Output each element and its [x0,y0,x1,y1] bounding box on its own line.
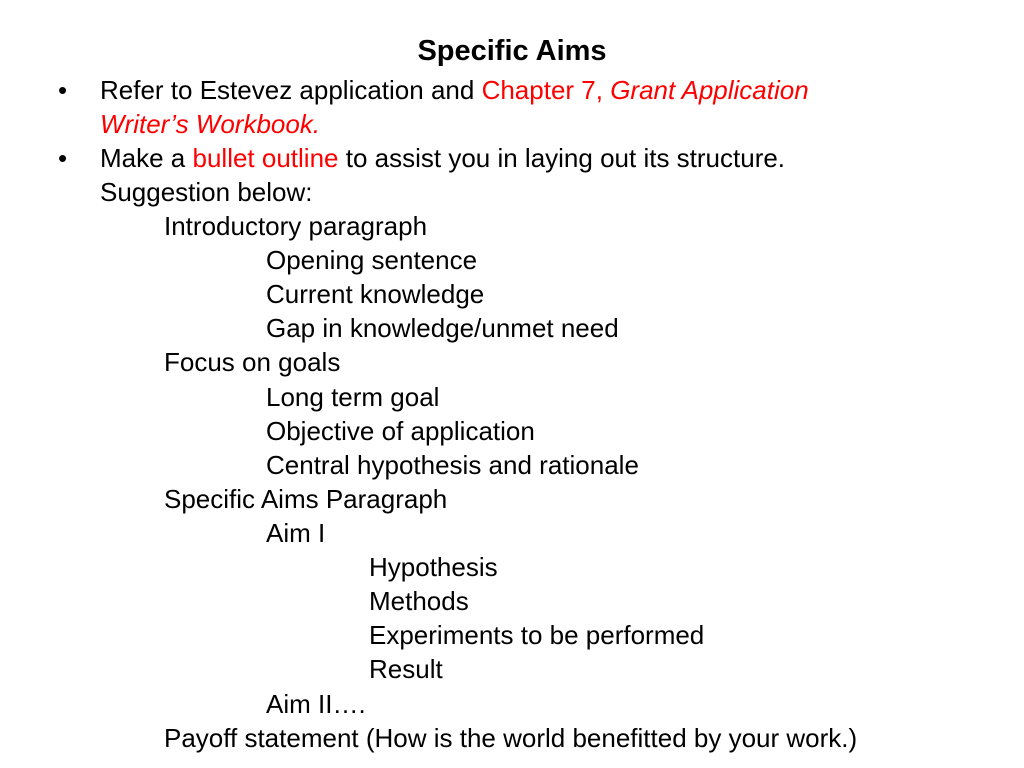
bullet-2-text: Make a [100,143,193,173]
outline-gap: Gap in knowledge/unmet need [266,313,619,343]
bullet-1-text: Refer to Estevez application and [100,75,482,105]
outline-central: Central hypothesis and rationale [266,450,639,480]
chapter-reference: Chapter 7, [481,75,611,105]
bullet-1-line-1 [100,73,809,107]
bullet-outline-highlight: bullet outline [192,143,339,173]
outline-intro: Introductory paragraph [164,211,428,241]
bullet-2-text-rest: to assist you in laying out its structure. [338,143,786,173]
outline-opening: Opening sentence [266,245,478,275]
outline-aims-paragraph: Specific Aims Paragraph [164,484,448,514]
bullet-1-line-2: Writer’s Workbook. [100,109,321,139]
bullet-2-line-1 [100,141,785,175]
outline-methods: Methods [369,586,469,616]
slide-title: Specific Aims [417,35,607,67]
bullet-marker: • [58,143,68,173]
bullet-marker: • [58,75,68,105]
outline-focus: Focus on goals [164,347,341,377]
outline-aim-2: Aim II…. [266,689,366,719]
bullet-2-line-2: Suggestion below: [100,177,313,207]
outline-longterm: Long term goal [266,382,440,412]
outline-aim-1: Aim I [266,518,326,548]
outline-hypothesis: Hypothesis [369,552,498,582]
book-title: Grant Application [610,75,809,105]
outline-payoff: Payoff statement (How is the world benefitted by your work.) [164,723,858,753]
outline-result: Result [369,654,443,684]
outline-current: Current knowledge [266,279,485,309]
outline-experiments: Experiments to be performed [369,620,705,650]
outline-objective: Objective of application [266,416,535,446]
